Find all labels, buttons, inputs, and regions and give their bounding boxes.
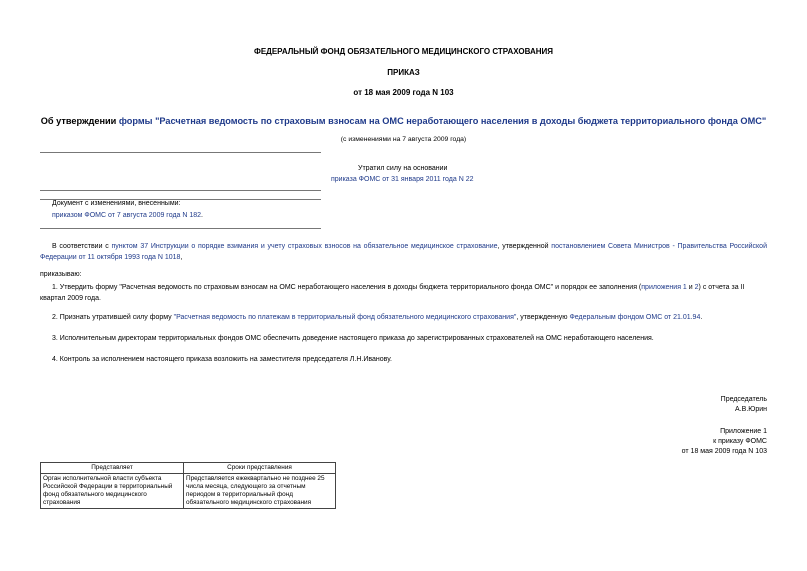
item-4: 4. Контроль за исполнением настоящего приказа возложить на заместителя председателя Л.Н.Иванову. (52, 356, 392, 363)
appendix-date: от 18 мая 2009 года N 103 (681, 448, 767, 455)
item-text: , утвержденную (516, 314, 570, 321)
table-cell: Представляется ежеквартально не позднее 25 числа месяца, следующего за отчетным периодом в территориальный фонд обязательного медицинского страхования (184, 474, 336, 509)
item-text: 1. Утвердить форму "Расчетная ведомость по страховым взносам на ОМС неработающего населения в доходы бюджета территориального фонда ОМС" и порядок ее заполнения ( (52, 284, 642, 291)
preamble (40, 241, 767, 263)
item-text: 2. Признать утратившей силу форму (52, 314, 174, 321)
title-form-link[interactable]: формы (118, 116, 153, 126)
divider (40, 190, 321, 191)
changes-line (52, 212, 203, 219)
item-text: ) с отчета за II квартал 2009 года. (40, 284, 745, 302)
table-cell: Орган исполнительной власти субъекта Российской Федерации в территориальный фонд обязательного медицинского страхования (41, 474, 184, 509)
changes-suffix: . (201, 212, 203, 219)
header-date-number: от 18 мая 2009 года N 103 (353, 88, 454, 97)
header-doc-type: ПРИКАЗ (387, 68, 420, 77)
item-text: . (700, 314, 703, 321)
preamble-text: В соответствии с (52, 243, 112, 250)
changes-order-link[interactable]: приказом ФОМС от 7 августа 2009 года N 182 (52, 212, 202, 219)
resolution-link[interactable]: постановлением Совета Министров - Правительства Российской Федерации от 11 октября 1993 года N 1018 (40, 243, 767, 261)
item-3: 3. Исполнительным директорам территориальных фондов ОМС обеспечить доведение настоящего приказа до зарегистрированных страхователей на ОМС неработающего населения. (52, 335, 654, 342)
divider (40, 152, 321, 153)
amendments-note: (с изменениями на 7 августа 2009 года) (340, 136, 467, 143)
title-prefix: Об утверждении (40, 116, 119, 126)
preamble-text: , (180, 254, 183, 261)
item-1 (40, 282, 767, 304)
title-form-name-link[interactable]: "Расчетная ведомость по страховым взносам на ОМС неработающего населения в доходы бюджета территориального фонда ОМС" (152, 116, 767, 126)
appendix-1-link[interactable]: приложения 1 (641, 284, 687, 291)
appendix-label: Приложение 1 (720, 428, 767, 435)
header-org: ФЕДЕРАЛЬНЫЙ ФОНД ОБЯЗАТЕЛЬНОГО МЕДИЦИНСКОГО СТРАХОВАНИЯ (253, 47, 553, 56)
table-header-row (41, 463, 336, 474)
divider (40, 228, 321, 229)
item-2 (40, 312, 767, 323)
instruction-link[interactable]: пунктом 37 Инструкции о порядке взимания и учету страховых взносов на обязательное медицинское страхование (111, 243, 498, 250)
table-header: Представляет (41, 463, 184, 474)
preamble-text: , утвержденной (497, 243, 552, 250)
order-word: приказываю: (40, 271, 82, 278)
expired-order-link[interactable]: приказа ФОМС от 31 января 2011 года N 22 (331, 176, 474, 183)
signature-name: А.В.Юрин (735, 406, 767, 413)
signature-role: Председатель (720, 396, 767, 403)
appendix-order: к приказу ФОМС (713, 438, 767, 445)
table-row (41, 474, 336, 509)
table-header: Сроки представления (184, 463, 336, 474)
appendix-2-link[interactable]: 2 (694, 284, 699, 291)
submission-table (40, 462, 336, 509)
document-title (40, 116, 767, 126)
ffoms-link[interactable]: Федеральным фондом ОМС от 21.01.94 (569, 314, 701, 321)
changes-note: Документ с изменениями, внесенными: (52, 200, 181, 207)
old-form-link[interactable]: "Расчетная ведомость по платежам в территориальный фонд обязательного медицинского страхования" (173, 314, 517, 321)
expired-note: Утратил силу на основании (358, 165, 448, 172)
item-text: и (686, 284, 695, 291)
